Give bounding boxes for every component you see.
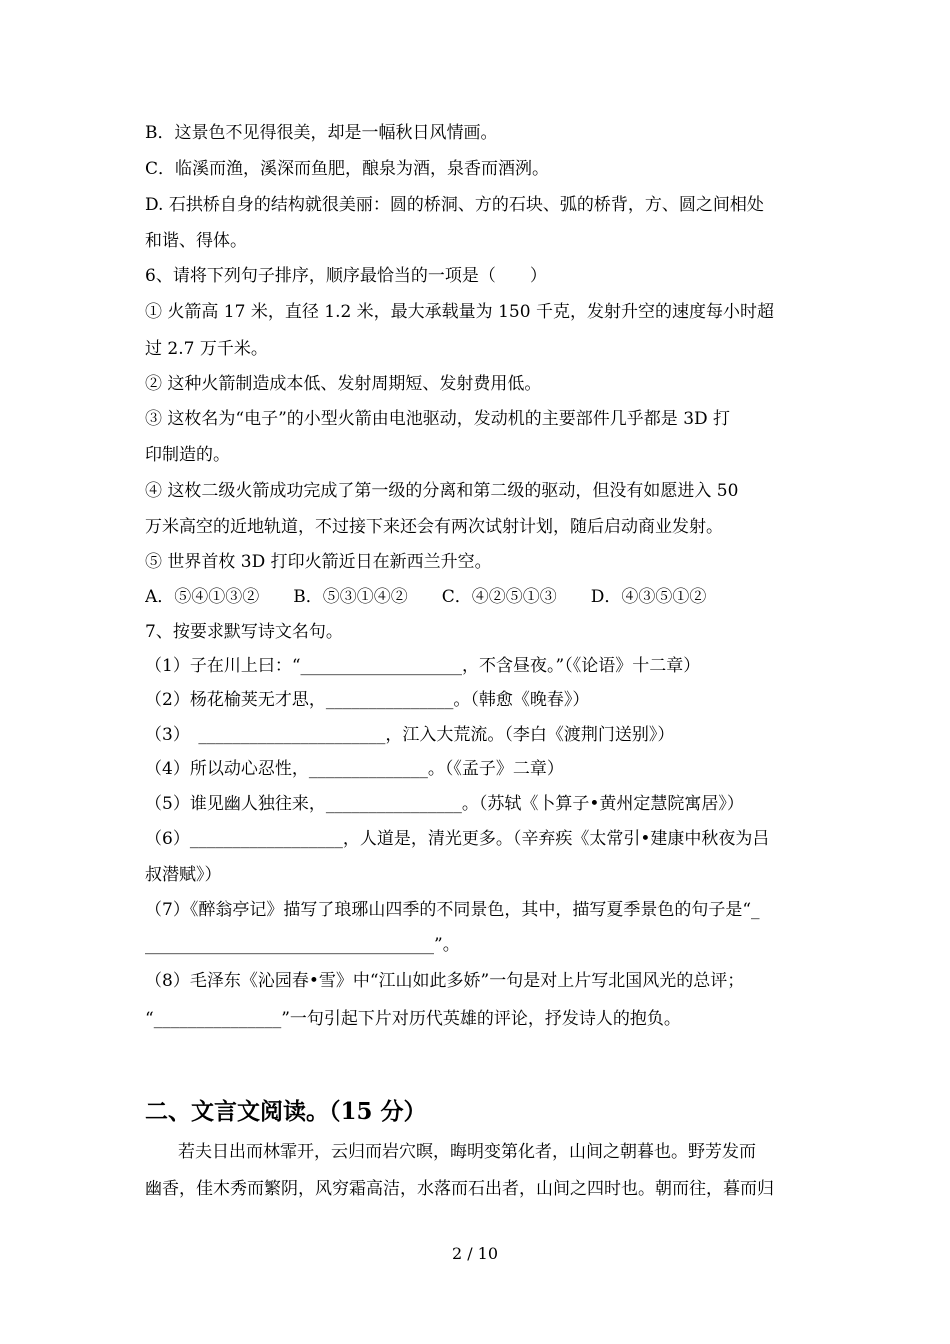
option-c: C．临溪而渔，溪深而鱼肥，酿泉为酒，泉香而酒洌。	[145, 159, 550, 179]
poem-blank-7: （7）《醉翁亭记》描写了琅琊山四季的不同景色，其中，描写夏季景色的句子是“_	[145, 900, 760, 920]
sentence-2: ② 这种火箭制造成本低、发射周期短、发射费用低。	[145, 374, 542, 394]
poem-blank-2: （2）杨花榆荚无才思，_______________。（韩愈《晚春》）	[145, 690, 590, 710]
sentence-4: ④ 这枚二级火箭成功完成了第一级的分离和第二级的驱动，但没有如愿进入 50	[145, 481, 739, 501]
sentence-1-continued: 过 2.7 万千米。	[145, 339, 268, 359]
passage-line-1: 若夫日出而林霏开，云归而岩穴暝，晦明变第化者，山间之朝暮也。野芳发而	[178, 1142, 756, 1162]
question-6-options: A．⑤④①③② B．⑤③①④② C．④②⑤①③ D．④③⑤①②	[145, 587, 707, 607]
sentence-4-continued: 万米高空的近地轨道，不过接下来还会有两次试射计划，随后启动商业发射。	[145, 517, 723, 537]
poem-blank-1: （1）子在川上曰：“___________________，不含昼夜。”（《论语》十二章）	[145, 656, 701, 676]
poem-blank-6: （6）__________________，人道是，清光更多。（辛弃疾《太常引•建康中秋夜为吕	[145, 829, 770, 849]
poem-blank-8: （8）毛泽东《沁园春•雪》中“江山如此多娇”一句是对上片写北国风光的总评；	[145, 971, 745, 991]
poem-blank-4: （4）所以动心忍性，______________。（《孟子》二章）	[145, 759, 564, 779]
sentence-3-continued: 印制造的。	[145, 445, 230, 465]
poem-blank-6-continued: 叔潜赋》）	[145, 865, 222, 885]
sentence-3: ③ 这枚名为“电子”的小型火箭由电池驱动，发动机的主要部件几乎都是 3D 打	[145, 409, 731, 429]
poem-blank-3: （3） ______________________，江入大荒流。（李白《渡荆门送别》）	[145, 725, 675, 745]
page-number: 2 / 10	[451, 1244, 499, 1263]
question-7: 7、按要求默写诗文名句。	[145, 622, 343, 642]
question-6: 6、请将下列句子排序，顺序最恰当的一项是（ ）	[145, 266, 547, 286]
passage-line-2: 幽香，佳木秀而繁阴，风穷霜高洁，水落而石出者，山间之四时也。朝而往，暮而归	[145, 1179, 774, 1199]
option-d-continued: 和谐、得体。	[145, 231, 247, 251]
sentence-1: ① 火箭高 17 米，直径 1.2 米，最大承载量为 150 千克，发射升空的速度每小时超	[145, 302, 774, 322]
sentence-5: ⑤ 世界首枚 3D 打印火箭近日在新西兰升空。	[145, 552, 492, 572]
option-b: B．这景色不见得很美，却是一幅秋日风情画。	[145, 123, 498, 143]
poem-blank-8-continued: “_______________”一句引起下片对历代英雄的评论，抒发诗人的抱负。	[145, 1009, 681, 1029]
poem-blank-7-continued: __________________________________”。	[145, 935, 460, 955]
option-d: D. 石拱桥自身的结构就很美丽：圆的桥洞、方的石块、弧的桥背，方、圆之间相处	[145, 195, 764, 215]
section-heading: 二、文言文阅读。（15 分）	[145, 1098, 427, 1125]
poem-blank-5: （5）谁见幽人独往来，________________。（苏轼《卜算子•黄州定慧院寓居》）	[145, 794, 744, 814]
